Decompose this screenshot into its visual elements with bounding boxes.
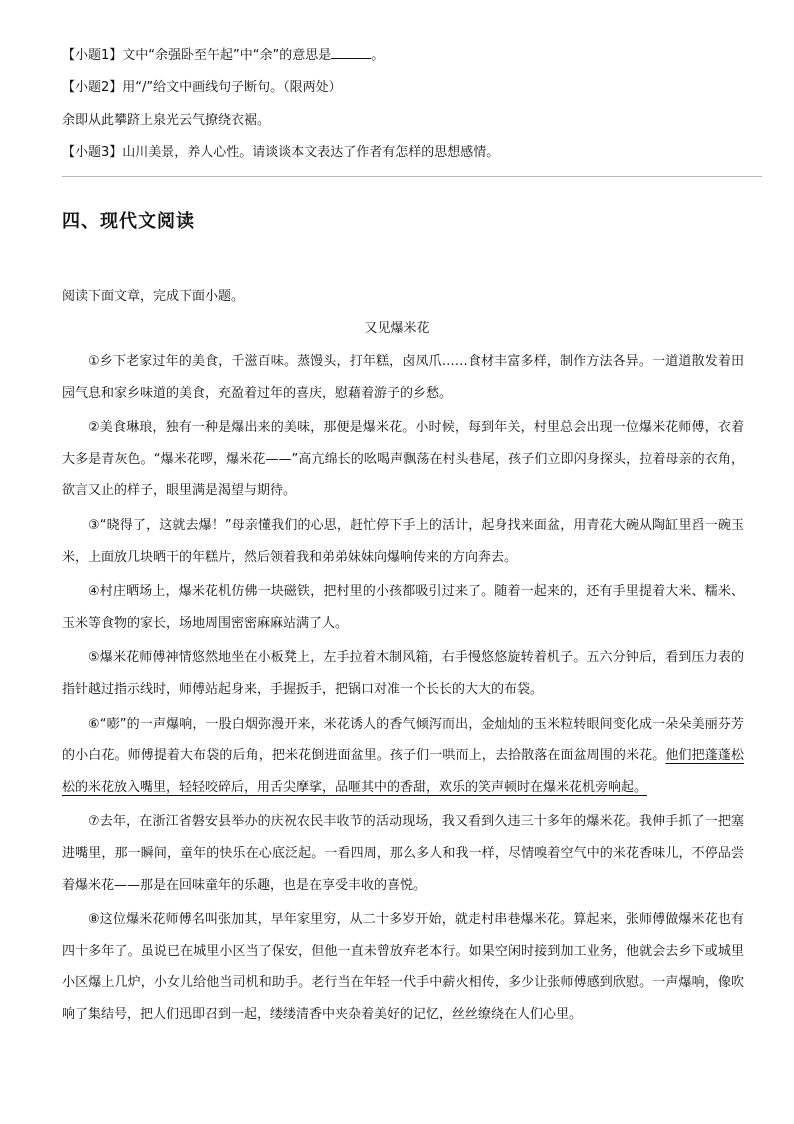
paragraph-8: ⑧这位爆米花师傅名叫张加其，早年家里穷，从二十多岁开始，就走村串巷爆米花。算起来，张师傅做爆米花也有四十多年了。虽说已在城里小区当了保安，但他一直未曾放弃老本行。如果空闲时接到加工业务，他就会去乡下或城里小区爆上几炉，小女儿给他当司机和助手。老行当在年轻一代手中薪火相传，多少让张师傅感到欣慰。一声爆响，像吹响了集结号，把人们迅即召到一起，缕缕清香中夹杂着美好的记忆，丝丝缭绕在人们心里。: [62, 912, 744, 1022]
paragraph-3: ③“晓得了，这就去爆！”母亲懂我们的心思，赶忙停下手上的活计，起身找来面盆，用青花大碗从陶缸里舀一碗玉米，上面放几块晒干的年糕片，然后领着我和弟弟妹妹向爆响传来的方向奔去。: [62, 517, 744, 565]
paragraph-6: [62, 709, 744, 804]
article-body: [62, 346, 744, 1033]
paragraph-1: ①乡下老家过年的美食，千滋百味。蒸馒头，打年糕，卤凤爪……食材丰富多样，制作方法各异。一道道散发着田园气息和家乡味道的美食，充盈着过年的喜庆，慰藉着游子的乡愁。: [62, 354, 744, 401]
question-1-end: 。: [371, 48, 385, 63]
answer-blank[interactable]: [331, 46, 371, 59]
paragraph-4: ④村庄晒场上，爆米花机仿佛一块磁铁，把村里的小孩都吸引过来了。随着一起来的，还有手里提着大米、糯米、玉米等食物的家长，场地周围密密麻麻站满了人。: [62, 584, 744, 631]
paragraph-2: ②美食琳琅，独有一种是爆出来的美味，那便是爆米花。小时候，每到年关，村里总会出现一位爆米花师傅，衣着大多是青灰色。“爆米花啰，爆米花——”高亢绵长的吆喝声飘荡在村头巷尾，孩子们立即闪身探头，拉着母亲的衣角，欲言又止的样子，眼里满是渴望与期待。: [62, 420, 744, 499]
question-1-text: 【小题1】文中“余强卧至午起”中“余”的意思是: [62, 48, 332, 63]
article-title: 又见爆米花: [364, 321, 430, 336]
reading-instruction: 阅读下面文章，完成下面小题。: [62, 289, 245, 304]
paragraph-6-text: ⑥“嘭”的一声爆响，一股白烟弥漫开来，米花诱人的香气倾泻而出，金灿灿的玉米粒转眼间变化成一朵朵美丽芬芳的小白花。师傅提着大布袋的后角，把米花倒进面盆里。孩子们一哄而上，去拾散落在面盆周围的米花。: [62, 716, 744, 764]
question-2: 【小题2】用“/”给文中画线句子断句。（限两处）: [62, 80, 342, 95]
question-1: [62, 46, 384, 66]
paragraph-5: ⑤爆米花师傅神情悠然地坐在小板凳上，左手拉着木制风箱，右手慢悠悠旋转着机子。五六分钟后，看到压力表的指针越过指示线时，师傅站起身来，手握扳手，把锅口对准一个长长的大大的布袋。: [62, 650, 744, 697]
question-2-sentence: 余即从此攀跻上泉光云气撩绕衣裾。: [62, 113, 271, 128]
section-title: 四、现代文阅读: [62, 211, 195, 232]
underlined-sentence: 他们把蓬蓬松松的米花放入嘴里，轻轻咬碎后，用舌尖摩挲，品咂其中的香甜，欢乐的笑声顿时在爆米花机旁响起。: [62, 748, 744, 795]
question-3: 【小题3】山川美景，养人心性。请谈谈本文表达了作者有怎样的思想感情。: [62, 145, 500, 160]
paragraph-7: ⑦去年，在浙江省磐安县举办的庆祝农民丰收节的活动现场，我又看到久违三十多年的爆米花。我伸手抓了一把塞进嘴里，那一瞬间，童年的快乐在心底泛起。一看四周，那么多人和我一样，尽情嗅着空气中的米花香味儿，不停品尝着爆米花——那是在回味童年的乐趣，也是在享受丰收的喜悦。: [62, 814, 744, 893]
section-divider: [62, 176, 762, 177]
